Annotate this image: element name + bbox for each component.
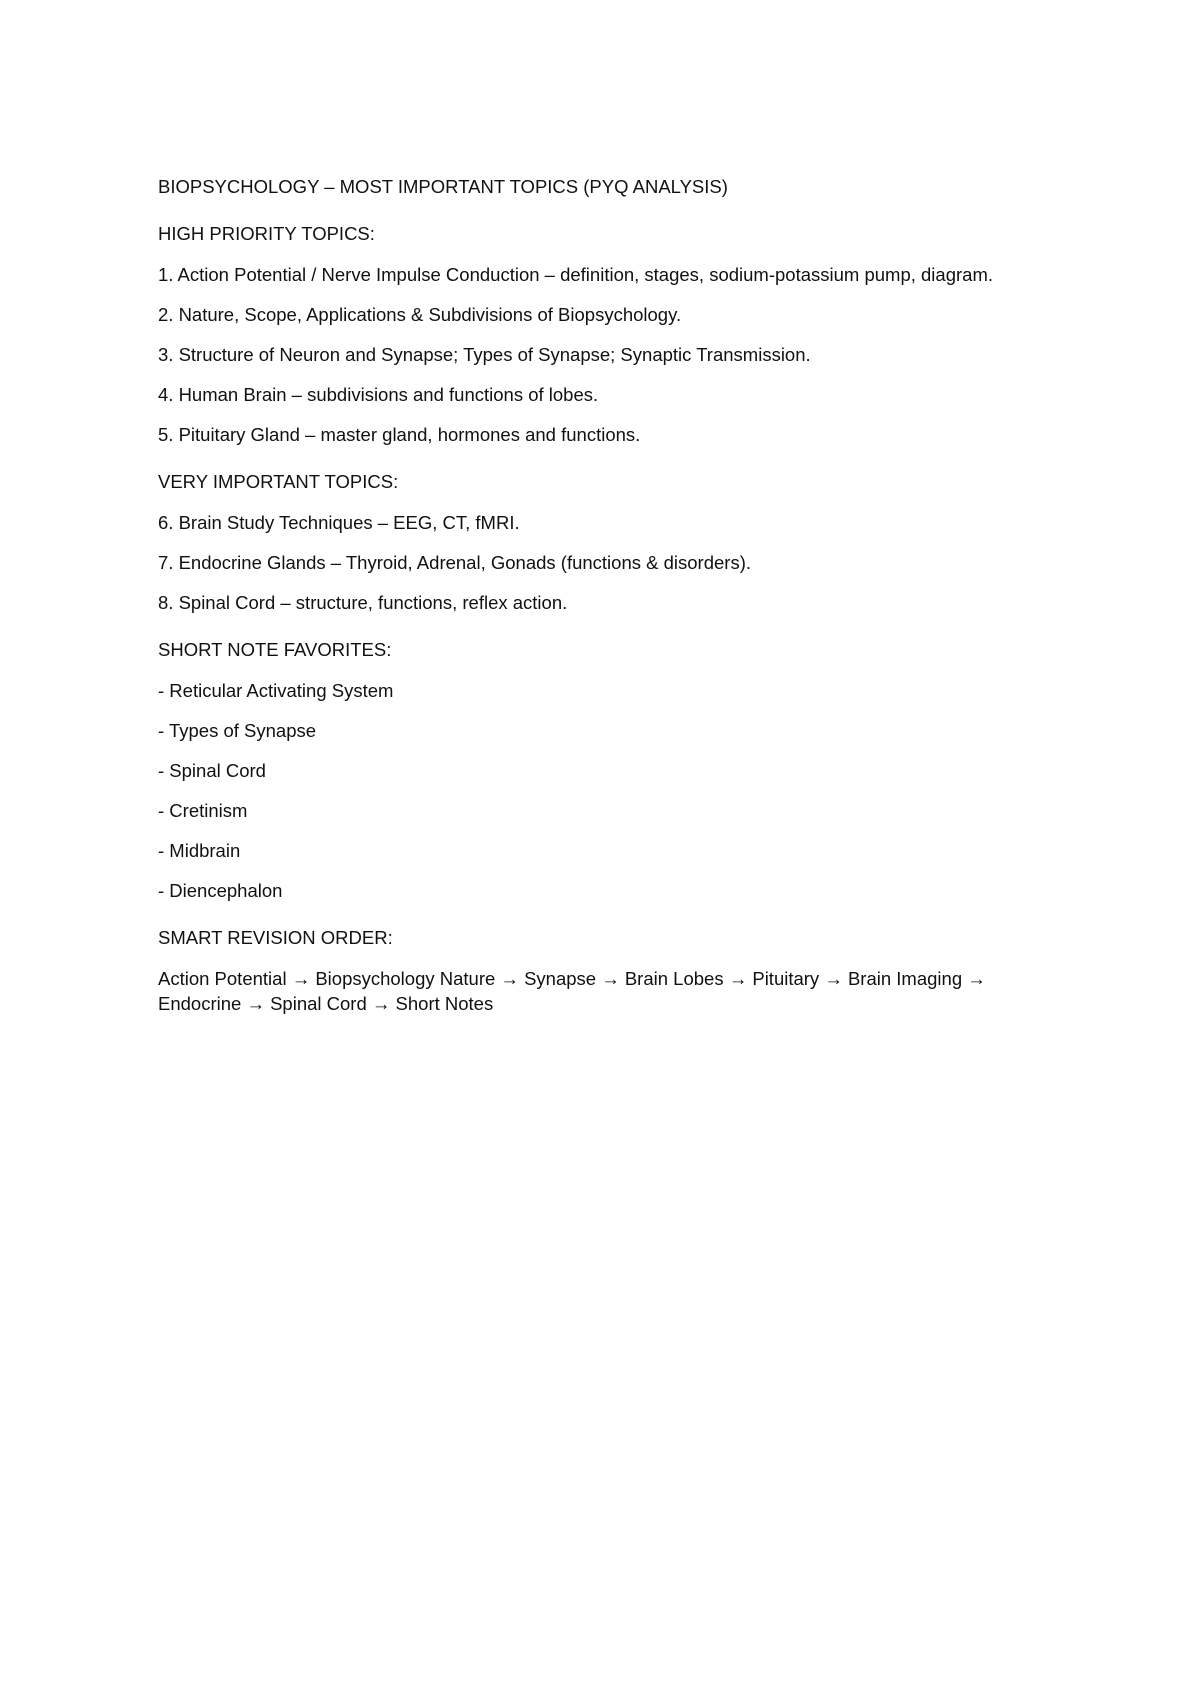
section-heading: VERY IMPORTANT TOPICS:	[158, 471, 399, 492]
section-heading: SHORT NOTE FAVORITES:	[158, 639, 392, 660]
list-item: - Diencephalon	[158, 880, 283, 901]
list-item: 3. Structure of Neuron and Synapse; Types of Synapse; Synaptic Transmission.	[158, 344, 811, 365]
document-title: BIOPSYCHOLOGY – MOST IMPORTANT TOPICS (PYQ ANALYSIS)	[158, 176, 728, 197]
section-heading: HIGH PRIORITY TOPICS:	[158, 223, 375, 244]
list-item: 2. Nature, Scope, Applications & Subdivisions of Biopsychology.	[158, 304, 682, 325]
list-item: 1. Action Potential / Nerve Impulse Conduction – definition, stages, sodium-potassium pump, diagram.	[158, 264, 993, 285]
list-item: 6. Brain Study Techniques – EEG, CT, fMRI.	[158, 512, 520, 533]
list-item: 4. Human Brain – subdivisions and functions of lobes.	[158, 384, 599, 405]
list-item: - Spinal Cord	[158, 760, 266, 781]
list-item: 7. Endocrine Glands – Thyroid, Adrenal, Gonads (functions & disorders).	[158, 552, 752, 573]
section-revision-order	[158, 925, 1058, 1016]
section-short-notes	[158, 637, 1058, 903]
list-item: - Midbrain	[158, 840, 241, 861]
list-item: - Reticular Activating System	[158, 680, 394, 701]
list-item: 5. Pituitary Gland – master gland, hormones and functions.	[158, 424, 641, 445]
list-item: - Types of Synapse	[158, 720, 317, 741]
revision-order-text: Action Potential → Biopsychology Nature → Synapse → Brain Lobes → Pituitary → Brain Imaging → Endocrine → Spinal Cord → Short Notes	[158, 968, 986, 1014]
document-page	[158, 174, 1058, 1016]
section-high-priority	[158, 221, 1058, 447]
list-item: 8. Spinal Cord – structure, functions, reflex action.	[158, 592, 568, 613]
section-heading: SMART REVISION ORDER:	[158, 927, 393, 948]
section-very-important	[158, 469, 1058, 615]
list-item: - Cretinism	[158, 800, 248, 821]
